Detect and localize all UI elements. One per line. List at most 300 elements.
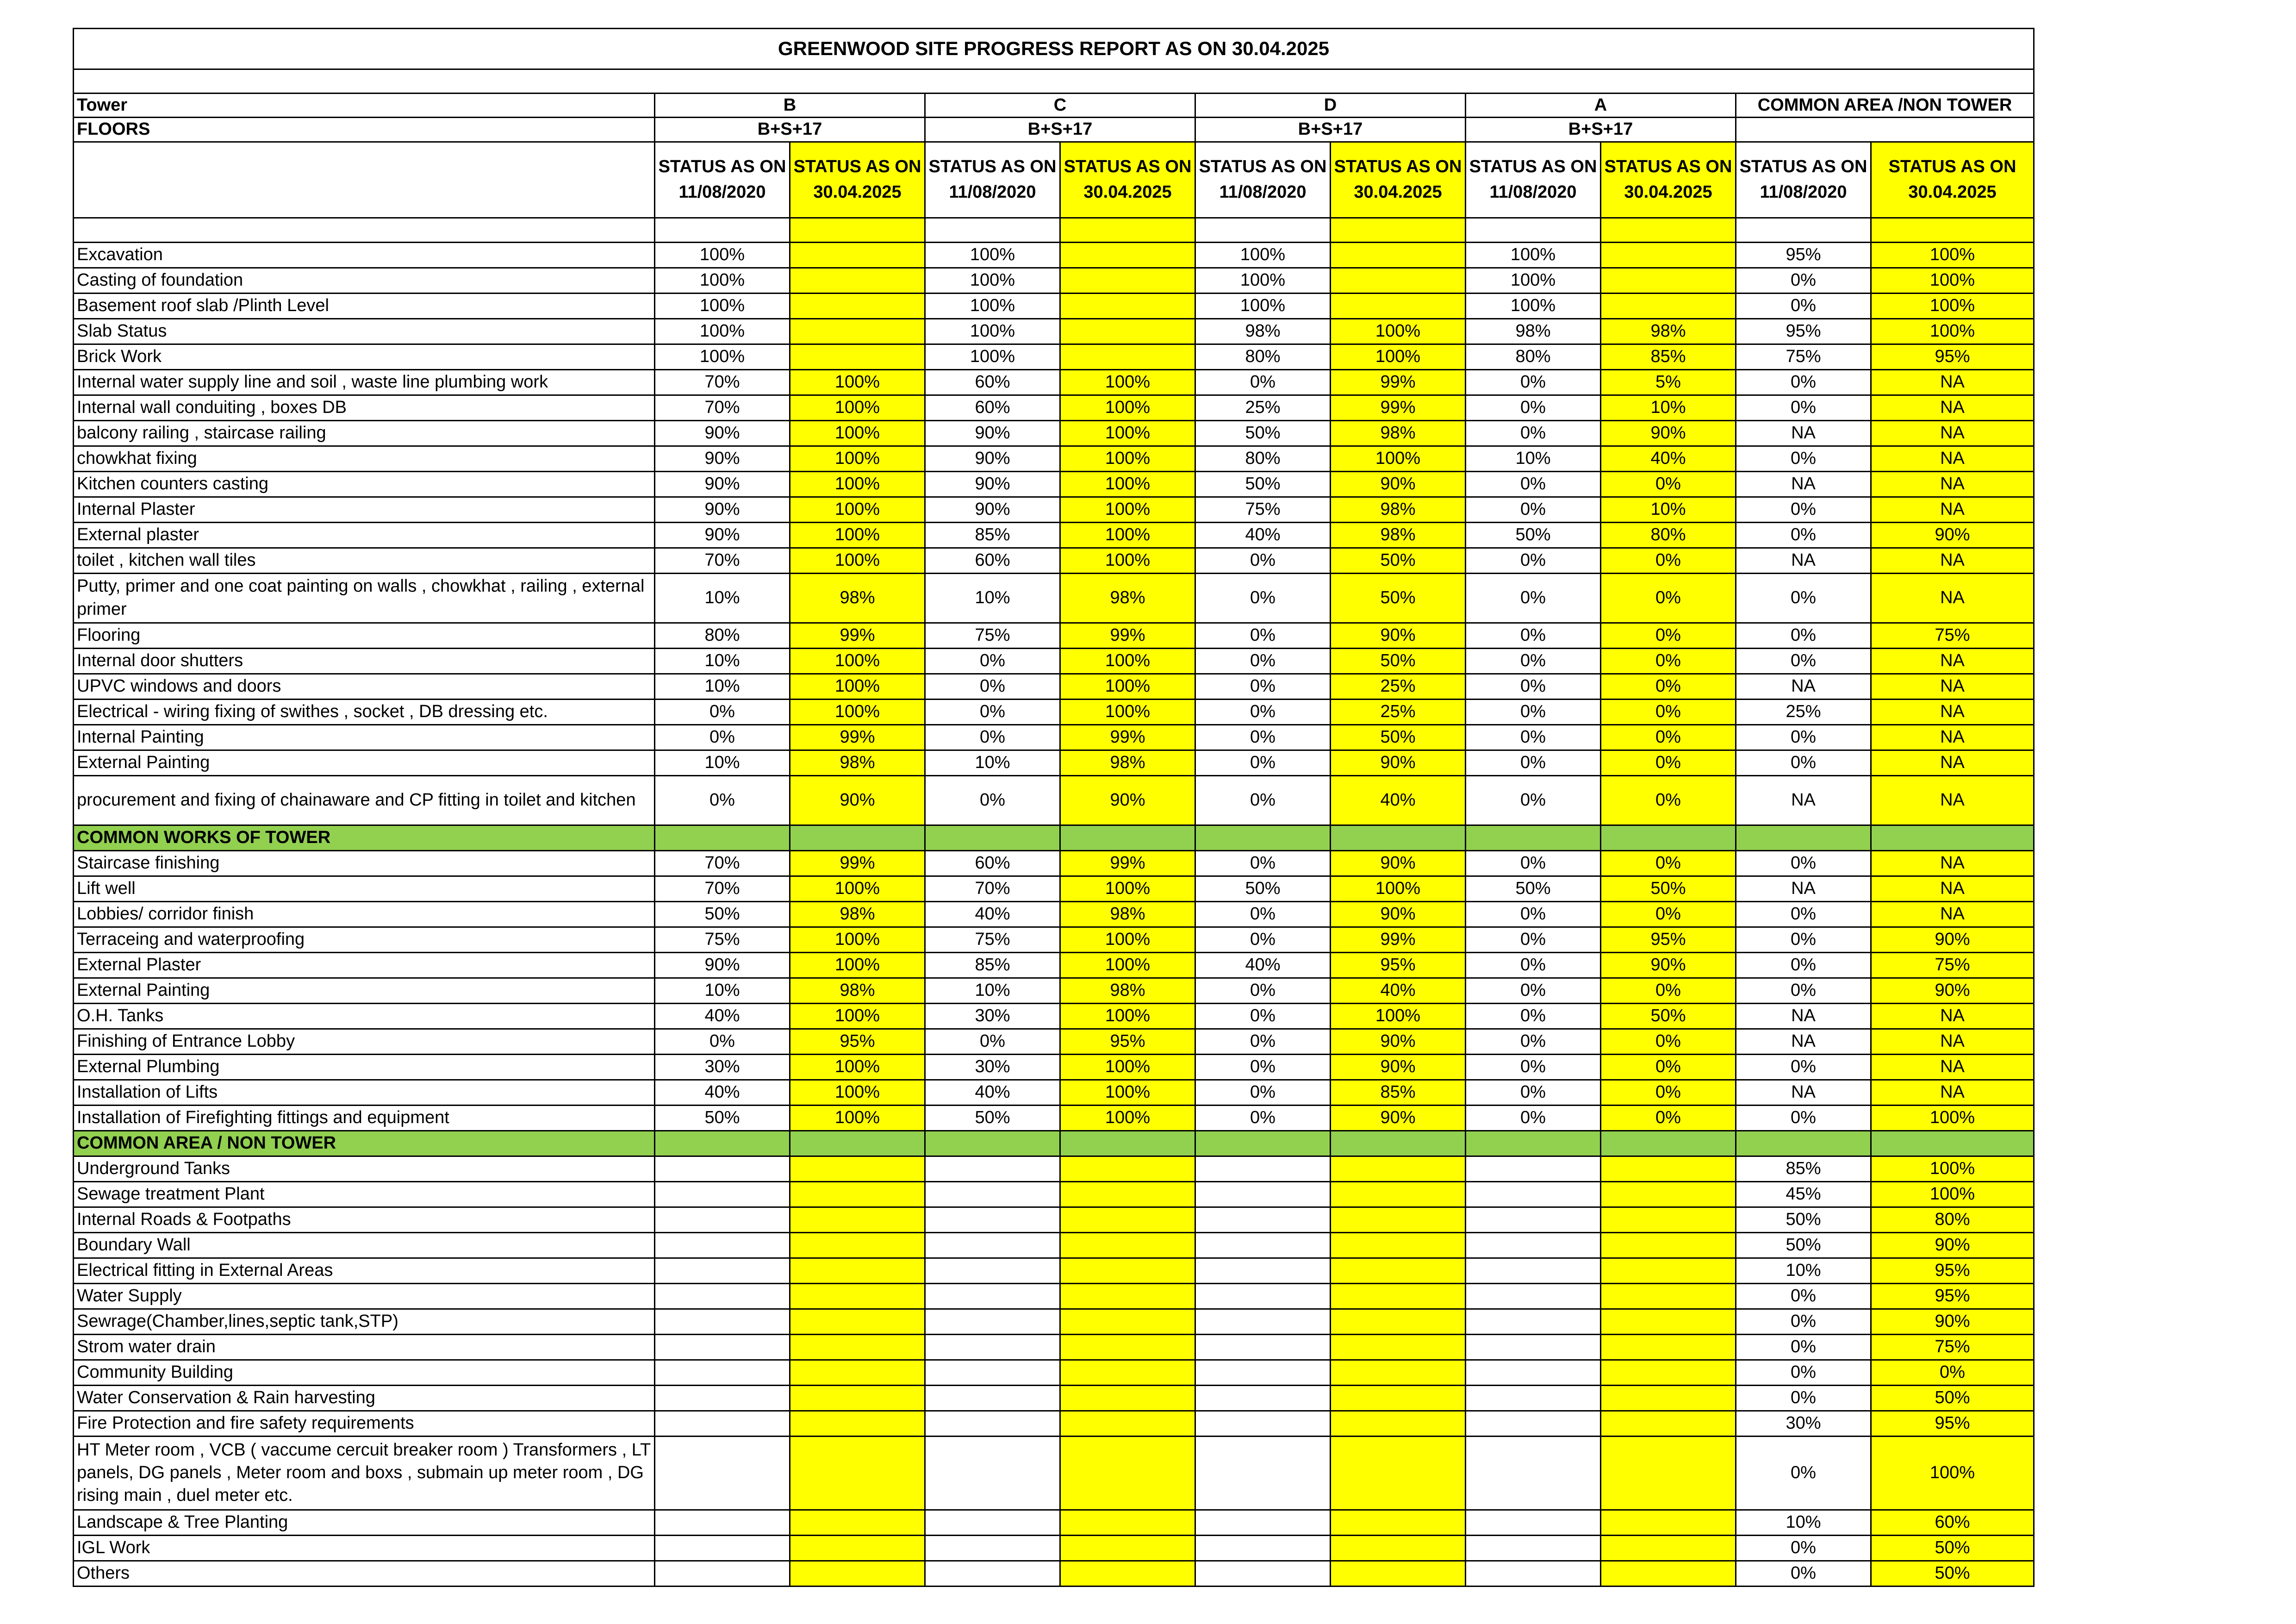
status-old-cell: 0% [1466,497,1601,522]
status-old-cell [925,1258,1060,1283]
status-new-cell: 98% [1601,319,1736,344]
status-old-cell: 100% [655,344,790,369]
status-new-cell: 25% [1331,699,1466,725]
table-row [74,1385,2034,1411]
status-old-cell: 75% [1736,344,1871,369]
status-old-cell: 80% [1466,344,1601,369]
status-old-cell [655,1156,790,1181]
status-old-cell: 0% [1466,927,1601,952]
status-new-cell: 100% [1060,420,1195,446]
status-new-cell [790,1309,925,1334]
status-old-cell: 0% [1736,1535,1871,1561]
section-heading: COMMON WORKS OF TOWER [74,825,655,850]
status-old-cell: 40% [1195,522,1331,548]
status-old-cell [1195,1510,1331,1535]
status-old-cell: 0% [1195,1105,1331,1131]
status-old-cell: 10% [1466,446,1601,471]
status-old-cell: 0% [925,1029,1060,1054]
status-new-cell: 98% [1331,522,1466,548]
status-old-cell [1195,1561,1331,1586]
status-old-cell: 0% [1736,1360,1871,1385]
status-new-cell: 95% [1871,1283,2034,1309]
status-old-cell: 0% [1466,978,1601,1003]
status-old-cell: 0% [1736,952,1871,978]
activity-label: Internal wall conduiting , boxes DB [74,395,655,420]
table-row [74,293,2034,319]
status-new-cell: 50% [1331,648,1466,674]
status-new-cell: 100% [1871,1105,2034,1131]
progress-report-table [73,28,2035,1587]
status-old-cell: 85% [925,952,1060,978]
status-new-cell: NA [1871,1054,2034,1080]
table-row [74,268,2034,293]
status-old-cell [655,1283,790,1309]
status-new-cell [1601,1258,1736,1283]
tower-label: Tower [74,94,655,118]
status-old-cell [1195,1258,1331,1283]
status-old-cell: 70% [655,369,790,395]
status-old-cell: 0% [1736,927,1871,952]
status-header-line2: 30.04.2025 [813,182,902,202]
status-new-cell: 100% [790,876,925,901]
status-old-cell: 75% [925,927,1060,952]
status-old-cell: 98% [1195,319,1331,344]
table-row [74,1334,2034,1360]
status-old-cell: 30% [925,1054,1060,1080]
status-old-cell [1195,1181,1331,1207]
status-old-cell: 100% [1195,242,1331,268]
activity-label: Installation of Lifts [74,1080,655,1105]
status-old-cell: 100% [655,319,790,344]
status-old-cell [925,1436,1060,1510]
status-old-cell [1466,1561,1601,1586]
report-body [74,29,2034,1587]
status-new-cell: 100% [1060,927,1195,952]
status-new-cell: 90% [1331,1105,1466,1131]
tower-row [74,94,2034,118]
status-old-cell [1195,1309,1331,1334]
status-new-cell: 100% [790,952,925,978]
status-new-cell [1601,1207,1736,1232]
status-old-cell: 10% [1736,1258,1871,1283]
table-row [74,699,2034,725]
status-old-cell: 0% [1195,699,1331,725]
status-old-cell: 90% [925,420,1060,446]
status-new-cell [1601,1334,1736,1360]
status-new-cell: 0% [1601,1029,1736,1054]
status-new-cell [1601,1309,1736,1334]
status-old-cell: 95% [1736,242,1871,268]
status-new-cell [1331,1535,1466,1561]
status-new-cell [1331,1258,1466,1283]
status-old-cell: 90% [925,471,1060,497]
activity-label: toilet , kitchen wall tiles [74,548,655,573]
status-new-cell: 100% [790,1054,925,1080]
status-new-cell [790,1258,925,1283]
status-new-cell [1331,1510,1466,1535]
status-new-cell [790,293,925,319]
status-old-header [655,142,790,218]
status-old-cell [1195,1385,1331,1411]
table-row [74,952,2034,978]
status-old-header [1195,142,1331,218]
status-new-cell: 100% [790,497,925,522]
status-old-cell: 0% [1466,1080,1601,1105]
status-new-cell [790,1385,925,1411]
report-title: GREENWOOD SITE PROGRESS REPORT AS ON 30.04.2025 [74,29,2034,69]
status-new-cell [1601,268,1736,293]
status-old-cell: 40% [655,1003,790,1029]
status-old-cell [1195,1334,1331,1360]
status-new-cell [1060,1535,1195,1561]
status-new-cell: 0% [1601,623,1736,648]
table-row [74,344,2034,369]
status-old-cell: NA [1736,420,1871,446]
status-new-cell: 50% [1601,1003,1736,1029]
floors-row [74,118,2034,142]
status-new-cell: 98% [790,901,925,927]
status-new-cell: 100% [1060,876,1195,901]
status-new-cell: 99% [1331,369,1466,395]
tower-b-floors: B+S+17 [655,118,925,142]
status-new-cell: 99% [1331,927,1466,952]
status-new-header [1601,142,1736,218]
status-new-cell: NA [1871,750,2034,775]
status-old-cell [655,1510,790,1535]
status-new-cell: NA [1871,876,2034,901]
status-new-cell [1601,1411,1736,1436]
status-old-cell: 60% [925,850,1060,876]
status-header-line1: STATUS AS ON [1888,157,2016,177]
status-new-cell: 100% [1331,344,1466,369]
status-old-cell [1466,1411,1601,1436]
status-old-cell: 0% [1736,1561,1871,1586]
status-old-cell: 85% [925,522,1060,548]
status-old-cell: 0% [1736,1436,1871,1510]
status-old-cell: 90% [655,497,790,522]
status-new-cell: 98% [1060,901,1195,927]
activity-label: procurement and fixing of chainaware and CP fitting in toilet and kitchen [74,775,655,825]
status-old-cell: 0% [1736,1385,1871,1411]
status-old-cell: 0% [1736,648,1871,674]
status-old-cell: 0% [1195,725,1331,750]
activity-label: Putty, primer and one coat painting on walls , chowkhat , railing , external primer [74,573,655,623]
status-new-cell: 100% [1060,369,1195,395]
table-row [74,674,2034,699]
status-new-cell [790,1561,925,1586]
status-old-cell: 0% [1466,1003,1601,1029]
status-new-cell [790,242,925,268]
status-new-cell [790,1181,925,1207]
status-old-cell [925,1156,1060,1181]
status-new-cell [1601,1385,1736,1411]
status-old-cell: 90% [925,446,1060,471]
status-new-cell: 90% [1871,927,2034,952]
table-row [74,750,2034,775]
status-new-cell [1331,1334,1466,1360]
status-new-cell: 100% [1060,548,1195,573]
status-old-cell [1466,1360,1601,1385]
common-area-floors [1736,118,2034,142]
status-old-cell [1466,1385,1601,1411]
status-old-cell: NA [1736,876,1871,901]
table-row [74,1003,2034,1029]
activity-label: External Painting [74,978,655,1003]
status-old-cell: 10% [1736,1510,1871,1535]
tower-d-name: D [1195,94,1466,118]
status-new-cell [1060,1385,1195,1411]
status-new-cell: 10% [1601,497,1736,522]
status-old-cell: 0% [1466,548,1601,573]
status-new-cell [1331,1283,1466,1309]
status-old-cell [1466,1535,1601,1561]
status-new-cell: 85% [1331,1080,1466,1105]
table-row [74,1258,2034,1283]
status-old-cell [655,1258,790,1283]
status-header-line1: STATUS AS ON [1064,157,1192,177]
status-new-cell [1331,1207,1466,1232]
status-old-cell: 60% [925,369,1060,395]
status-new-cell: 90% [1331,901,1466,927]
status-old-cell: 0% [925,775,1060,825]
status-new-cell: 95% [790,1029,925,1054]
status-old-cell: 0% [1736,1105,1871,1131]
status-old-cell: 0% [1195,1080,1331,1105]
table-row [74,497,2034,522]
status-old-cell [655,1411,790,1436]
status-old-cell [1466,1156,1601,1181]
status-new-cell [1060,1411,1195,1436]
status-new-cell: 0% [1601,1105,1736,1131]
status-new-cell: 100% [1871,242,2034,268]
status-new-cell: 0% [1601,573,1736,623]
tower-a-name: A [1466,94,1736,118]
status-new-cell: 100% [1060,674,1195,699]
status-old-cell: 0% [1466,420,1601,446]
status-new-cell: 80% [1601,522,1736,548]
status-new-cell: 90% [1601,952,1736,978]
status-old-cell [655,1334,790,1360]
status-new-cell: 85% [1601,344,1736,369]
status-old-cell: 0% [655,699,790,725]
status-new-cell: 100% [790,446,925,471]
status-header-line1: STATUS AS ON [1199,157,1327,177]
table-row [74,446,2034,471]
status-old-cell: 0% [1195,750,1331,775]
status-old-cell: 50% [1466,876,1601,901]
status-new-cell: 99% [1060,850,1195,876]
status-new-cell [1331,1360,1466,1385]
table-row [74,901,2034,927]
activity-label: O.H. Tanks [74,1003,655,1029]
activity-label: Internal Painting [74,725,655,750]
status-old-cell: 0% [1466,623,1601,648]
status-old-cell: 0% [1466,648,1601,674]
status-header-line2: 30.04.2025 [1083,182,1172,202]
status-old-cell: 0% [1736,522,1871,548]
status-old-cell [925,1510,1060,1535]
status-new-cell: 100% [1871,268,2034,293]
status-old-cell [1195,1535,1331,1561]
status-header-line1: STATUS AS ON [793,157,921,177]
status-new-cell [1601,1510,1736,1535]
status-old-cell: 0% [1466,369,1601,395]
status-old-cell: 0% [1466,850,1601,876]
status-old-cell: 60% [925,548,1060,573]
status-old-cell [1466,1510,1601,1535]
activity-label: Lift well [74,876,655,901]
table-row [74,1054,2034,1080]
status-old-cell [1466,1207,1601,1232]
status-old-cell: 75% [925,623,1060,648]
activity-label: chowkhat fixing [74,446,655,471]
status-old-cell [655,1561,790,1586]
status-old-cell: 0% [1736,623,1871,648]
status-old-cell: NA [1736,775,1871,825]
status-old-cell: 0% [1466,750,1601,775]
status-old-cell: 50% [1195,876,1331,901]
status-old-cell: 0% [1736,573,1871,623]
status-new-cell: 100% [1331,1003,1466,1029]
status-new-cell [1331,1181,1466,1207]
status-new-cell: 100% [1871,319,2034,344]
status-old-cell: 0% [1466,901,1601,927]
status-old-cell [655,1232,790,1258]
status-new-cell: NA [1871,1003,2034,1029]
status-new-cell: 50% [1601,876,1736,901]
status-old-cell: 70% [655,876,790,901]
status-new-cell [1060,1334,1195,1360]
status-old-cell: 0% [1736,395,1871,420]
status-header-line1: STATUS AS ON [658,157,786,177]
table-row [74,648,2034,674]
status-new-cell: 90% [1331,850,1466,876]
status-new-cell: 40% [1601,446,1736,471]
status-new-cell [1331,1385,1466,1411]
status-header-line1: STATUS AS ON [928,157,1057,177]
status-old-cell: 0% [1195,623,1331,648]
status-new-cell: 95% [1871,1411,2034,1436]
tower-d-floors: B+S+17 [1195,118,1466,142]
status-new-cell [1601,1561,1736,1586]
status-old-cell: 0% [925,725,1060,750]
table-row [74,522,2034,548]
activity-label: Casting of foundation [74,268,655,293]
activity-label: External Painting [74,750,655,775]
status-new-cell: 99% [790,725,925,750]
status-old-cell: 0% [1466,725,1601,750]
status-header-line2: 11/08/2020 [949,182,1036,202]
status-old-cell: 0% [1736,978,1871,1003]
status-new-cell: 10% [1601,395,1736,420]
status-new-cell [1331,1309,1466,1334]
status-new-cell: 98% [1331,420,1466,446]
activity-label: Sewage treatment Plant [74,1181,655,1207]
status-old-cell: 90% [655,446,790,471]
status-old-cell [925,1535,1060,1561]
status-new-cell: NA [1871,699,2034,725]
status-new-cell: 99% [1331,395,1466,420]
status-new-cell [1601,1360,1736,1385]
status-old-cell [1466,1309,1601,1334]
status-new-cell [790,1360,925,1385]
status-old-cell: 40% [925,901,1060,927]
status-new-cell: 100% [790,548,925,573]
status-new-cell: 98% [1060,978,1195,1003]
status-new-cell: 75% [1871,952,2034,978]
status-old-cell [655,1360,790,1385]
status-new-cell [790,1334,925,1360]
status-old-cell: 0% [1736,293,1871,319]
table-row [74,775,2034,825]
table-row [74,1029,2034,1054]
status-new-cell [1601,1181,1736,1207]
status-old-cell: 0% [1195,1029,1331,1054]
activity-label: Boundary Wall [74,1232,655,1258]
section-heading-row [74,1131,2034,1156]
status-new-cell: 0% [1601,978,1736,1003]
table-row [74,850,2034,876]
table-row [74,395,2034,420]
status-old-cell [925,1385,1060,1411]
status-new-cell [1060,1510,1195,1535]
status-old-cell [1466,1258,1601,1283]
status-new-cell: 50% [1871,1535,2034,1561]
status-old-cell [925,1232,1060,1258]
status-old-cell: 70% [925,876,1060,901]
activity-label: Slab Status [74,319,655,344]
status-new-cell [790,1411,925,1436]
table-row [74,319,2034,344]
status-new-cell [1060,1561,1195,1586]
status-new-cell: 98% [790,573,925,623]
status-old-cell: 0% [1736,446,1871,471]
table-row [74,548,2034,573]
activity-label: Strom water drain [74,1334,655,1360]
status-old-cell: 10% [655,978,790,1003]
table-row [74,1080,2034,1105]
table-row [74,1360,2034,1385]
status-new-cell: 25% [1331,674,1466,699]
section-heading: COMMON AREA / NON TOWER [74,1131,655,1156]
status-old-cell: 45% [1736,1181,1871,1207]
status-old-cell: 0% [1736,1309,1871,1334]
status-new-cell [1060,1156,1195,1181]
status-old-cell: 0% [1736,1283,1871,1309]
status-old-cell: 100% [925,319,1060,344]
status-new-cell: 100% [1871,1436,2034,1510]
status-old-cell: 0% [1736,1334,1871,1360]
status-header-line1: STATUS AS ON [1604,157,1732,177]
status-old-cell: 50% [1466,522,1601,548]
status-new-cell: 5% [1601,369,1736,395]
status-new-cell: 0% [1601,471,1736,497]
common-area-name: COMMON AREA /NON TOWER [1736,94,2034,118]
status-old-cell: 0% [1195,927,1331,952]
status-old-cell: 100% [1466,293,1601,319]
status-new-cell: 100% [1871,293,2034,319]
status-new-cell: 100% [1871,1181,2034,1207]
activity-label: Sewrage(Chamber,lines,septic tank,STP) [74,1309,655,1334]
status-old-cell: 0% [925,699,1060,725]
status-old-cell [1466,1232,1601,1258]
status-old-cell: 100% [925,268,1060,293]
table-row [74,1181,2034,1207]
status-new-cell: 75% [1871,623,2034,648]
status-old-cell: 85% [1736,1156,1871,1181]
status-old-cell: 50% [655,901,790,927]
activity-label: Flooring [74,623,655,648]
